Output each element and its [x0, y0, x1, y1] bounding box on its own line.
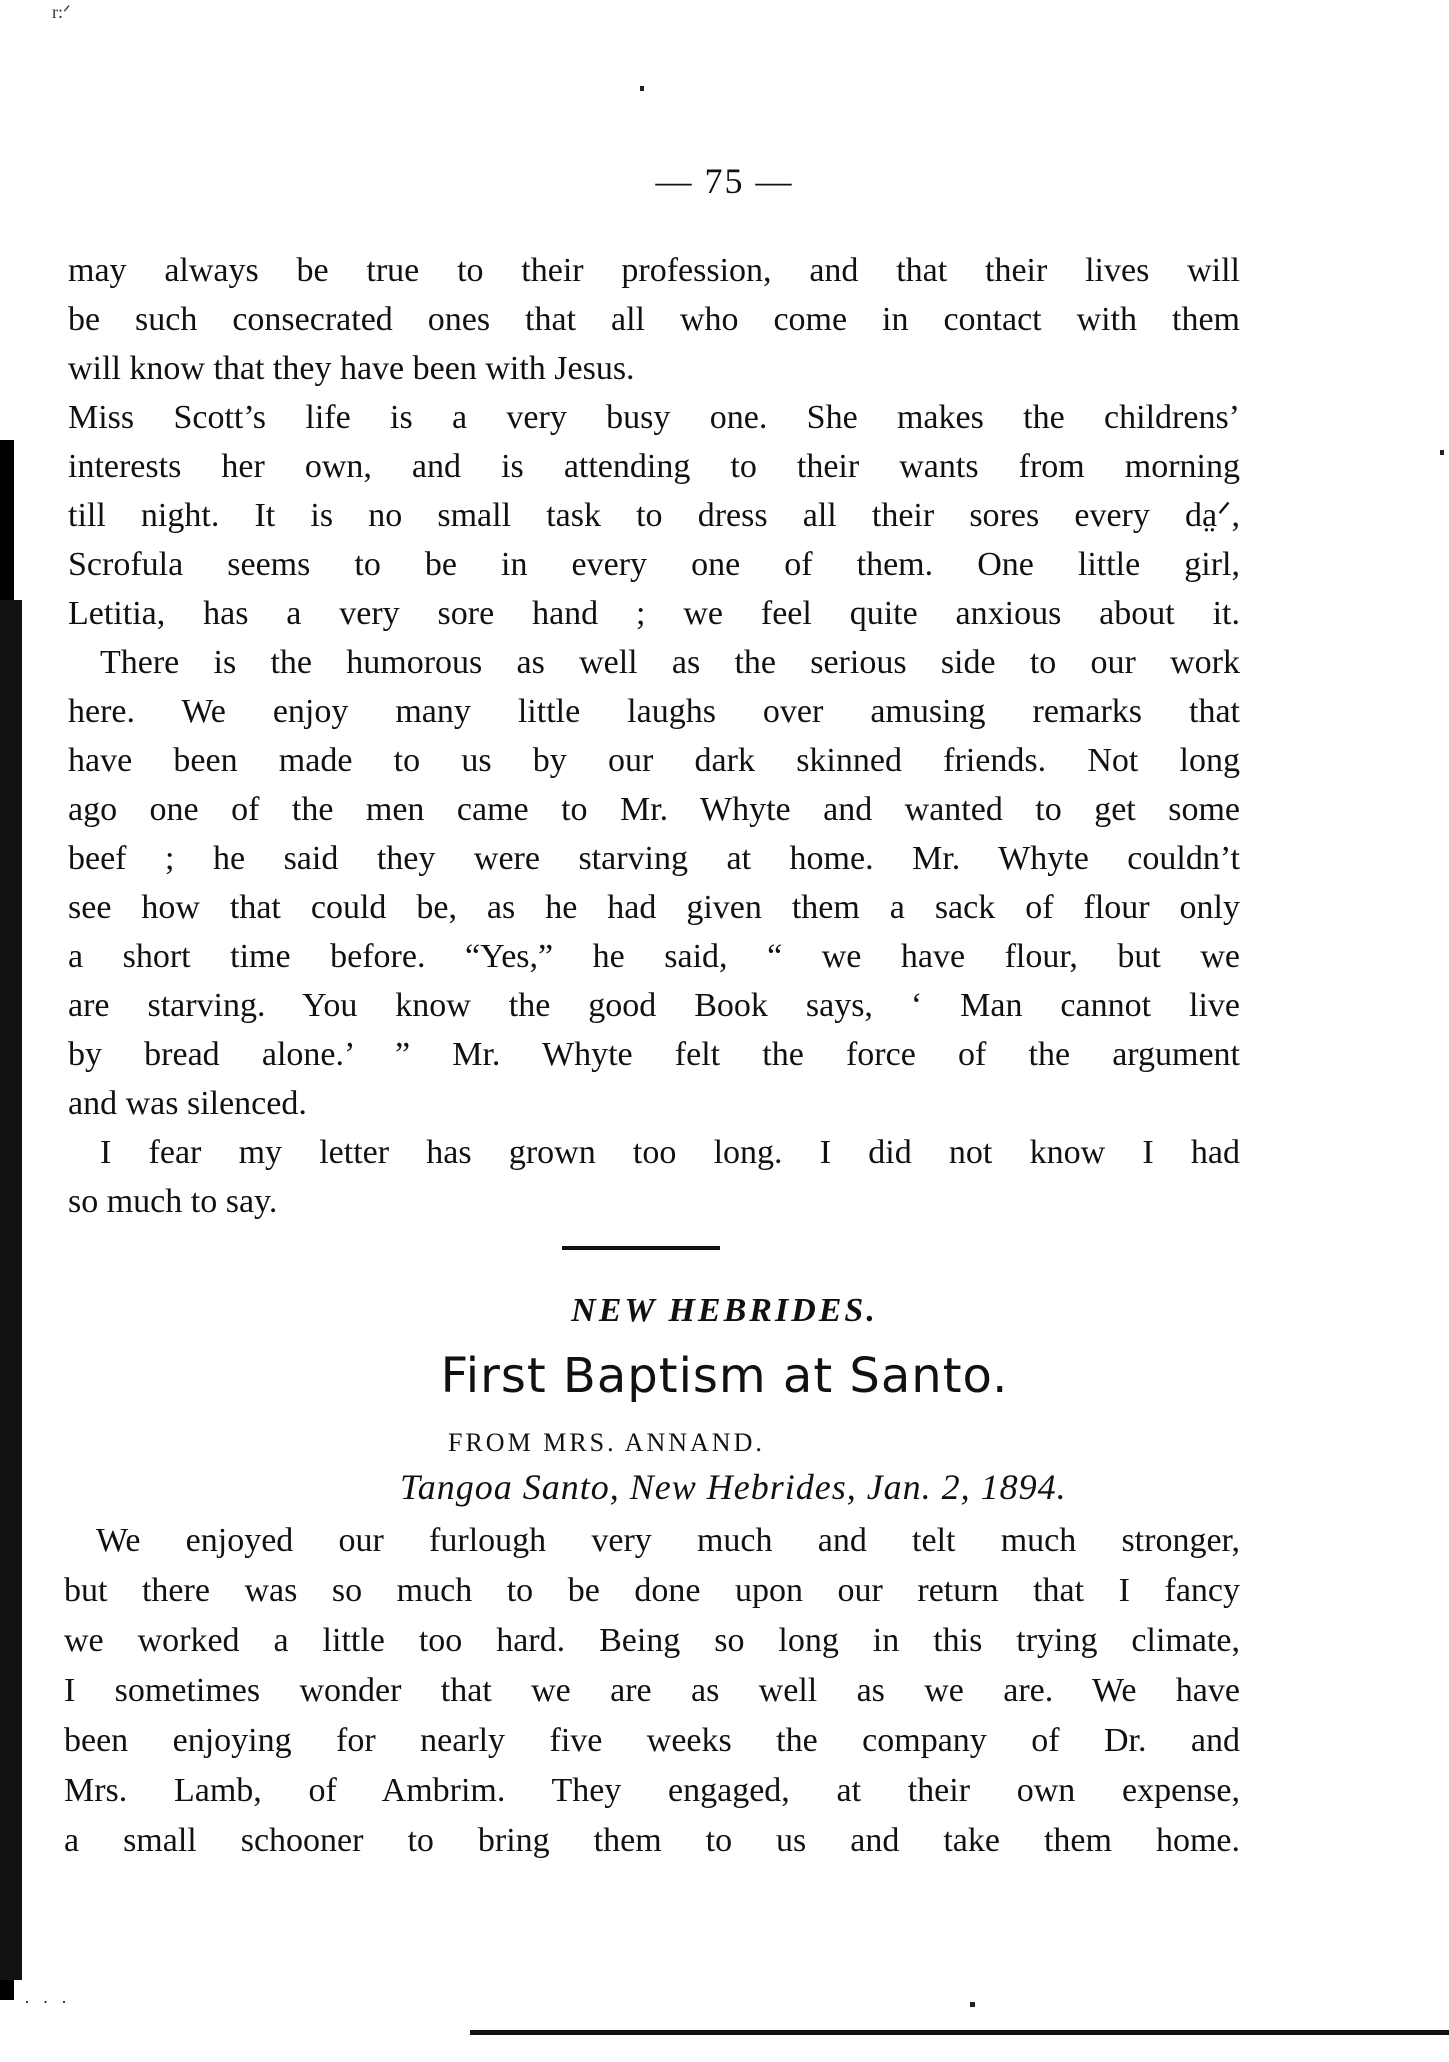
text-line: have been made to us by our dark skinned friends. Not long — [68, 742, 1240, 779]
text-line: Miss Scott’s life is a very busy one. She makes the childrens’ — [68, 399, 1240, 436]
corner-mark: r:ᐟ — [52, 2, 71, 22]
text-line: been enjoying for nearly five weeks the company of Dr. and — [64, 1722, 1240, 1759]
speck — [640, 86, 644, 91]
text-line: are starving. You know the good Book says, ‘ Man cannot live — [68, 987, 1240, 1024]
text-line: may always be true to their profession, and that their lives will — [68, 252, 1240, 289]
article-text — [64, 1516, 1240, 1866]
text-line: so much to say. — [68, 1183, 278, 1220]
dateline: Tangoa Santo, New Hebrides, Jan. 2, 1894. — [400, 1467, 1067, 1507]
text-line: will know that they have been with Jesus. — [68, 350, 635, 387]
speck — [1440, 450, 1444, 455]
page-number: — 75 — — [655, 161, 794, 201]
letter-continued-text — [68, 246, 1240, 1226]
speck — [970, 2002, 975, 2007]
text-line: interests her own, and is attending to their wants from morning — [68, 448, 1240, 485]
bottom-dots: · · · — [24, 1992, 71, 2012]
section-label: NEW HEBRIDES. — [571, 1292, 878, 1329]
text-line: be such consecrated ones that all who come in contact with them — [68, 301, 1240, 338]
text-line: by bread alone.’ ” Mr. Whyte felt the force of the argument — [68, 1036, 1240, 1073]
text-line: ago one of the men came to Mr. Whyte and wanted to get some — [68, 791, 1240, 828]
text-line: Mrs. Lamb, of Ambrim. They engaged, at their own expense, — [64, 1772, 1240, 1809]
section-divider — [562, 1246, 720, 1250]
text-line: Scrofula seems to be in every one of them. One little girl, — [68, 546, 1240, 583]
text-line: Letitia, has a very sore hand ; we feel quite anxious about it. — [68, 595, 1240, 632]
bottom-rule — [470, 2030, 1449, 2035]
byline: FROM MRS. ANNAND. — [448, 1428, 765, 1457]
text-line: and was silenced. — [68, 1085, 307, 1122]
text-line: We enjoyed our furlough very much and telt much stronger, — [96, 1522, 1240, 1559]
text-line: I fear my letter has grown too long. I did not know I had — [100, 1134, 1240, 1171]
text-line: till night. It is no small task to dress all their sores every da̤ᐟ, — [68, 497, 1240, 534]
text-line: beef ; he said they were starving at home. Mr. Whyte couldn’t — [68, 840, 1240, 877]
text-line: I sometimes wonder that we are as well as we are. We have — [64, 1672, 1240, 1709]
text-line: see how that could be, as he had given them a sack of flour only — [68, 889, 1240, 926]
article-title: First Baptism at Santo. — [440, 1348, 1009, 1404]
text-line: a short time before. “Yes,” he said, “ we have flour, but we — [68, 938, 1240, 975]
text-line: we worked a little too hard. Being so long in this trying climate, — [64, 1622, 1240, 1659]
text-line: a small schooner to bring them to us and take them home. — [64, 1822, 1240, 1859]
text-line: There is the humorous as well as the serious side to our work — [100, 644, 1240, 681]
text-line: here. We enjoy many little laughs over amusing remarks that — [68, 693, 1240, 730]
text-line: but there was so much to be done upon our return that I fancy — [64, 1572, 1240, 1609]
binding-edge-shadow-inner — [0, 600, 22, 1980]
